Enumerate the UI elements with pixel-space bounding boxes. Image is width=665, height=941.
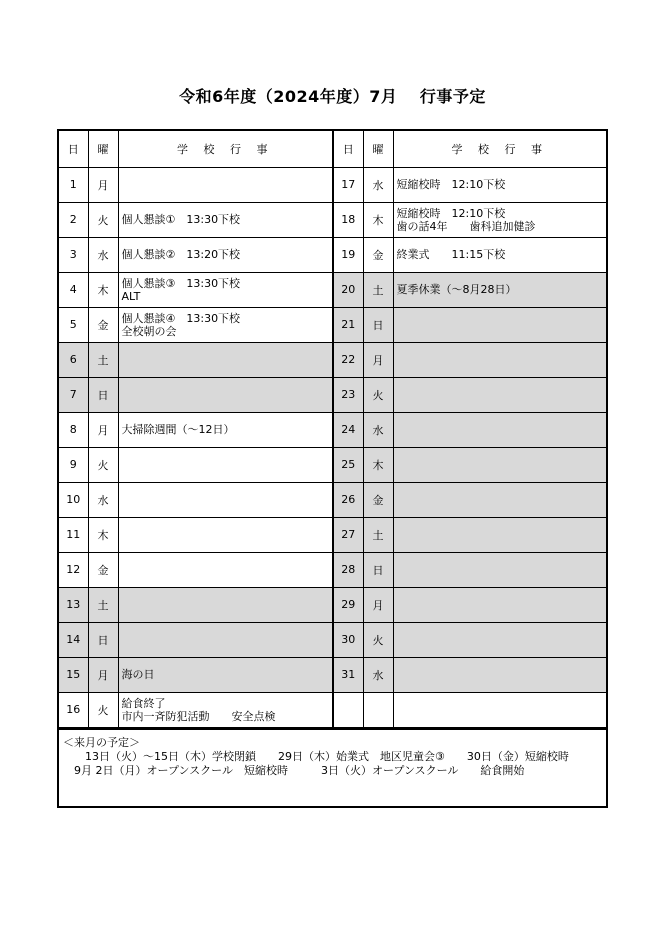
- header-day: 日: [333, 131, 363, 167]
- table-row: [59, 622, 606, 657]
- day-cell: 23: [333, 377, 363, 412]
- events-cell: [393, 622, 606, 657]
- weekday-cell: 土: [363, 272, 393, 307]
- events-cell: [393, 202, 606, 237]
- event-text: 夏季休業（～8月28日）: [396, 283, 517, 296]
- event-text: 市内一斉防犯活動 安全点検: [121, 709, 276, 723]
- day-cell: 1: [59, 167, 88, 202]
- events-cell: [393, 272, 606, 307]
- weekday-cell: 金: [88, 307, 118, 342]
- weekday-cell: 木: [363, 202, 393, 237]
- day-cell: [333, 692, 363, 727]
- schedule-body: [59, 167, 606, 727]
- day-cell: 26: [333, 482, 363, 517]
- day-cell: 24: [333, 412, 363, 447]
- day-cell: 6: [59, 342, 88, 377]
- event-text: 海の日: [121, 668, 155, 681]
- table-row: [59, 447, 606, 482]
- header-events: 学 校 行 事: [393, 131, 606, 167]
- events-cell: [393, 552, 606, 587]
- table-row: [59, 692, 606, 727]
- day-cell: 3: [59, 237, 88, 272]
- event-text: 個人懇談② 13:20下校: [121, 248, 241, 261]
- events-cell: [118, 692, 333, 727]
- weekday-cell: 木: [88, 517, 118, 552]
- day-cell: 14: [59, 622, 88, 657]
- events-cell: [118, 517, 333, 552]
- table-row: [59, 552, 606, 587]
- events-cell: [118, 377, 333, 412]
- event-text: 全校朝の会: [121, 324, 177, 338]
- day-cell: 10: [59, 482, 88, 517]
- weekday-cell: 日: [88, 622, 118, 657]
- events-cell: [118, 587, 333, 622]
- next-month-line: 13日（火）～15日（木）学校閉鎖 29日（木）始業式 地区児童会③ 30日（金）短縮校時: [63, 749, 569, 763]
- day-cell: 28: [333, 552, 363, 587]
- day-cell: 29: [333, 587, 363, 622]
- weekday-cell: 水: [88, 237, 118, 272]
- table-row: [59, 342, 606, 377]
- events-cell: [393, 377, 606, 412]
- weekday-cell: 火: [363, 622, 393, 657]
- table-row: [59, 517, 606, 552]
- table-row: [59, 272, 606, 307]
- event-text: 個人懇談④ 13:30下校: [121, 311, 241, 325]
- events-cell: [393, 167, 606, 202]
- day-cell: 11: [59, 517, 88, 552]
- weekday-cell: 水: [88, 482, 118, 517]
- events-cell: [393, 587, 606, 622]
- header-weekday: 曜: [88, 131, 118, 167]
- header-weekday: 曜: [363, 131, 393, 167]
- event-text: 個人懇談③ 13:30下校: [121, 276, 241, 290]
- table-row: [59, 167, 606, 202]
- day-cell: 21: [333, 307, 363, 342]
- events-cell: [118, 412, 333, 447]
- day-cell: 4: [59, 272, 88, 307]
- day-cell: 13: [59, 587, 88, 622]
- event-text: 個人懇談① 13:30下校: [121, 213, 241, 226]
- event-text: 大掃除週間（～12日）: [121, 423, 235, 436]
- table-row: [59, 307, 606, 342]
- day-cell: 16: [59, 692, 88, 727]
- events-cell: [118, 482, 333, 517]
- events-cell: [118, 167, 333, 202]
- event-text: 短縮校時 12:10下校: [396, 206, 506, 220]
- schedule-grid: [59, 131, 606, 728]
- day-cell: 31: [333, 657, 363, 692]
- events-cell: [118, 202, 333, 237]
- day-cell: 17: [333, 167, 363, 202]
- day-cell: 9: [59, 447, 88, 482]
- weekday-cell: 月: [363, 587, 393, 622]
- day-cell: 5: [59, 307, 88, 342]
- weekday-cell: 水: [363, 412, 393, 447]
- next-month-heading: ＜来月の予定＞: [63, 735, 140, 749]
- events-cell: [118, 307, 333, 342]
- day-cell: 12: [59, 552, 88, 587]
- weekday-cell: 月: [88, 657, 118, 692]
- events-cell: [393, 482, 606, 517]
- day-cell: 8: [59, 412, 88, 447]
- weekday-cell: 金: [363, 237, 393, 272]
- events-cell: [393, 412, 606, 447]
- weekday-cell: 金: [363, 482, 393, 517]
- schedule-table: [57, 129, 608, 808]
- table-row: [59, 657, 606, 692]
- table-row: [59, 412, 606, 447]
- events-cell: [393, 447, 606, 482]
- events-cell: [118, 552, 333, 587]
- weekday-cell: 火: [363, 377, 393, 412]
- weekday-cell: [363, 692, 393, 727]
- events-cell: [118, 272, 333, 307]
- weekday-cell: 土: [88, 587, 118, 622]
- events-cell: [393, 517, 606, 552]
- day-cell: 25: [333, 447, 363, 482]
- day-cell: 15: [59, 657, 88, 692]
- table-row: [59, 237, 606, 272]
- day-cell: 20: [333, 272, 363, 307]
- header-events: 学 校 行 事: [118, 131, 333, 167]
- weekday-cell: 木: [363, 447, 393, 482]
- events-cell: [393, 342, 606, 377]
- weekday-cell: 水: [363, 167, 393, 202]
- weekday-cell: 月: [88, 167, 118, 202]
- events-cell: [393, 692, 606, 727]
- event-text: 給食終了: [121, 696, 166, 710]
- day-cell: 18: [333, 202, 363, 237]
- events-cell: [118, 447, 333, 482]
- events-cell: [118, 657, 333, 692]
- event-text: ALT: [121, 289, 141, 303]
- table-row: [59, 587, 606, 622]
- events-cell: [393, 657, 606, 692]
- weekday-cell: 日: [88, 377, 118, 412]
- day-cell: 19: [333, 237, 363, 272]
- events-cell: [393, 307, 606, 342]
- table-row: [59, 202, 606, 237]
- weekday-cell: 月: [88, 412, 118, 447]
- weekday-cell: 火: [88, 447, 118, 482]
- weekday-cell: 日: [363, 307, 393, 342]
- page-title: 令和6年度（2024年度）7月 行事予定: [179, 87, 486, 106]
- day-cell: 22: [333, 342, 363, 377]
- table-row: [59, 482, 606, 517]
- next-month-line: 9月 2日（月）オープンスクール 短縮校時 3日（火）オープンスクール 給食開始: [63, 763, 525, 777]
- weekday-cell: 月: [363, 342, 393, 377]
- events-cell: [118, 342, 333, 377]
- day-cell: 27: [333, 517, 363, 552]
- weekday-cell: 木: [88, 272, 118, 307]
- weekday-cell: 火: [88, 692, 118, 727]
- weekday-cell: 火: [88, 202, 118, 237]
- weekday-cell: 水: [363, 657, 393, 692]
- day-cell: 2: [59, 202, 88, 237]
- weekday-cell: 日: [363, 552, 393, 587]
- weekday-cell: 土: [363, 517, 393, 552]
- next-month-plan: [59, 728, 606, 806]
- day-cell: 7: [59, 377, 88, 412]
- event-text: 歯の話4年 歯科追加健診: [396, 219, 536, 233]
- events-cell: [118, 237, 333, 272]
- table-row: [59, 377, 606, 412]
- header-day: 日: [59, 131, 88, 167]
- events-cell: [393, 237, 606, 272]
- event-text: 終業式 11:15下校: [396, 248, 506, 261]
- weekday-cell: 金: [88, 552, 118, 587]
- event-text: 短縮校時 12:10下校: [396, 178, 506, 191]
- events-cell: [118, 622, 333, 657]
- day-cell: 30: [333, 622, 363, 657]
- weekday-cell: 土: [88, 342, 118, 377]
- header-row: [59, 131, 606, 167]
